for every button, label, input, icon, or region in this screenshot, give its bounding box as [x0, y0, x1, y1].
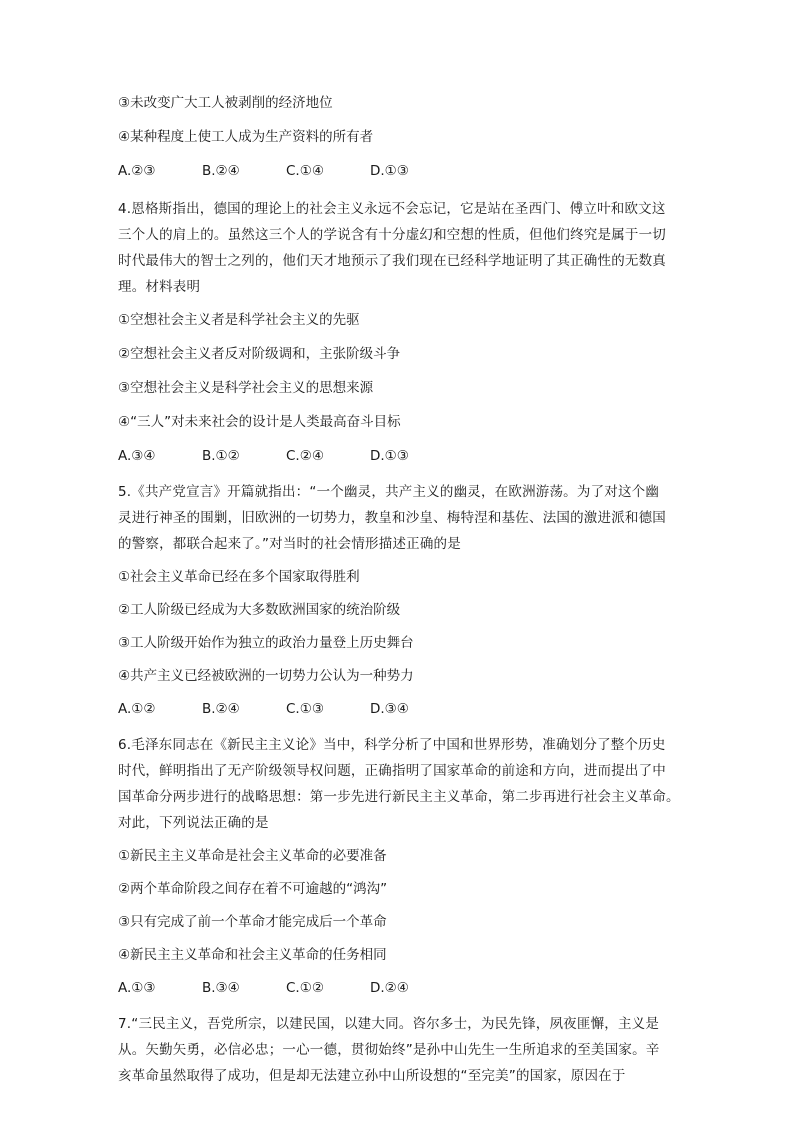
q4-answer-choices — [118, 445, 678, 468]
q6-answer-d: D.②④ — [370, 980, 409, 996]
q4-stem-line: 时代最伟大的智士之列的，他们天才地预示了我们现在已经科学地证明了其正确性的无数真 — [118, 253, 666, 269]
q5-option-3: ③工人阶级开始作为独立的政治力量登上历史舞台 — [118, 635, 414, 651]
q5-option-1: ①社会主义革命已经在多个国家取得胜利 — [118, 569, 360, 585]
q3-answer-d: D.①③ — [370, 163, 409, 179]
q6-option-4: ④新民主主义革命和社会主义革命的任务相同 — [118, 947, 387, 963]
q5-stem-line: 5.《共产党宣言》开篇就指出：“一个幽灵，共产主义的幽灵，在欧洲游荡。为了对这个幽 — [118, 484, 660, 500]
q6-stem — [118, 732, 678, 836]
q4-stem-line: 理。材料表明 — [118, 279, 201, 295]
q3-answer-a: A.②③ — [118, 163, 156, 179]
q6-answer-c: C.①② — [286, 980, 324, 996]
question-5 — [118, 479, 678, 721]
document-page — [118, 92, 678, 1098]
q4-option-2: ②空想社会主义者反对阶级调和，主张阶级斗争 — [118, 346, 401, 362]
q4-stem-line: 三个人的肩上的。虽然这三个人的学说含有十分虚幻和空想的性质，但他们终究是属于一切 — [118, 227, 666, 243]
q6-answer-b: B.③④ — [202, 980, 240, 996]
q6-stem-line: 时代，鲜明指出了无产阶级领导权问题，正确指明了国家革命的前途和方向，进而提出了中 — [118, 763, 666, 779]
q3-answer-choices — [118, 160, 678, 183]
q5-answer-a: A.①② — [118, 701, 156, 717]
q7-stem — [118, 1011, 678, 1089]
question-4 — [118, 196, 678, 468]
q7-stem-line: 从。矢勤矢勇，必信必忠；一心一德，贯彻始终”是孙中山先生一生所追求的至美国家。辛 — [118, 1042, 660, 1058]
q5-answer-b: B.②④ — [202, 701, 240, 717]
q4-option-3: ③空想社会主义是科学社会主义的思想来源 — [118, 380, 374, 396]
question-7 — [118, 1011, 678, 1089]
q6-stem-line: 国革命分两步进行的战略思想：第一步先进行新民主主义革命，第二步再进行社会主义革命。 — [118, 789, 680, 805]
q5-stem — [118, 479, 678, 557]
q3-answer-b: B.②④ — [202, 163, 240, 179]
q6-stem-line: 对此，下列说法正确的是 — [118, 815, 269, 831]
q6-answer-a: A.①③ — [118, 980, 156, 996]
q3-option-3: ③未改变广大工人被剥削的经济地位 — [118, 95, 333, 111]
q3-option-4: ④某种程度上使工人成为生产资料的所有者 — [118, 129, 374, 145]
q7-stem-line: 7.“三民主义，吾党所宗，以建民国，以建大同。咨尔多士，为民先锋，夙夜匪懈，主义是 — [118, 1016, 660, 1032]
q6-stem-line: 6.毛泽东同志在《新民主主义论》当中，科学分析了中国和世界形势，准确划分了整个历史 — [118, 737, 666, 753]
q5-option-4: ④共产主义已经被欧洲的一切势力公认为一种势力 — [118, 668, 414, 684]
q6-option-1: ①新民主主义革命是社会主义革命的必要准备 — [118, 848, 387, 864]
q4-answer-b: B.①② — [202, 448, 240, 464]
q4-option-4: ④“三人”对未来社会的设计是人类最高奋斗目标 — [118, 414, 401, 430]
q5-answer-c: C.①③ — [286, 701, 324, 717]
question-6 — [118, 732, 678, 1000]
q5-stem-line: 的警察，都联合起来了。”对当时的社会情形描述正确的是 — [118, 536, 461, 552]
q4-option-1: ①空想社会主义者是科学社会主义的先驱 — [118, 312, 360, 328]
q7-stem-line: 亥革命虽然取得了成功，但是却无法建立孙中山所设想的“至完美”的国家，原因在于 — [118, 1068, 626, 1084]
q4-stem-line: 4.恩格斯指出，德国的理论上的社会主义永远不会忘记，它是站在圣西门、傅立叶和欧文这 — [118, 201, 666, 217]
q4-answer-d: D.①③ — [370, 448, 409, 464]
q3-answer-c: C.①④ — [286, 163, 324, 179]
q5-answer-d: D.③④ — [370, 701, 409, 717]
q6-answer-choices — [118, 977, 678, 1000]
q6-option-3: ③只有完成了前一个革命才能完成后一个革命 — [118, 914, 387, 930]
question-3 — [118, 92, 678, 183]
q4-answer-a: A.③④ — [118, 448, 156, 464]
q4-answer-c: C.②④ — [286, 448, 324, 464]
q5-stem-line: 灵进行神圣的围剿，旧欧洲的一切势力，教皇和沙皇、梅特涅和基佐、法国的激进派和德国 — [118, 510, 666, 526]
q5-option-2: ②工人阶级已经成为大多数欧洲国家的统治阶级 — [118, 602, 401, 618]
q5-answer-choices — [118, 698, 678, 721]
q6-option-2: ②两个革命阶段之间存在着不可逾越的“鸿沟” — [118, 881, 388, 897]
q4-stem — [118, 196, 678, 300]
